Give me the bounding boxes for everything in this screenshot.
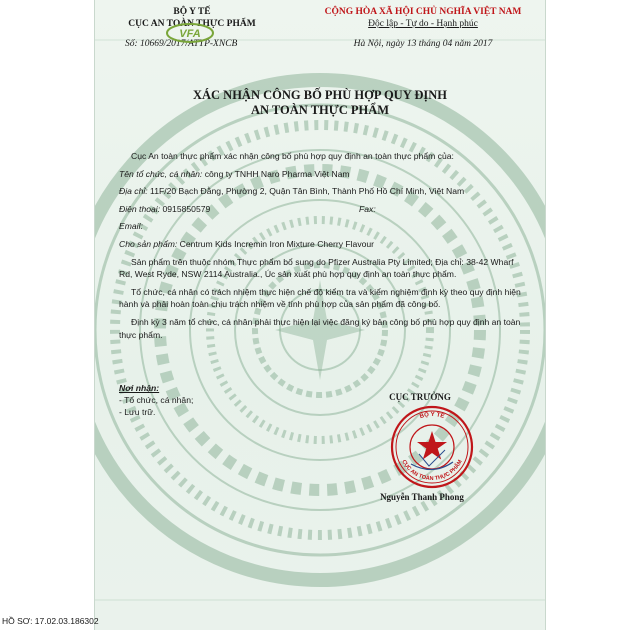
phone-value: 0915850579 — [162, 203, 211, 214]
product-row — [119, 238, 521, 251]
official-seal — [389, 404, 475, 490]
signer-position: CỤC TRƯỞNG — [389, 392, 451, 402]
organization-row — [119, 168, 521, 181]
renewal-paragraph: Định kỳ 3 năm tổ chức, cá nhân phải thực hiện lại việc đăng ký bản công bố phù hợp quy định an toàn thực phẩm. — [119, 316, 521, 340]
organization-value: công ty TNHH Naro Pharma Việt Nam — [204, 168, 350, 179]
signer-name: Nguyễn Thanh Phong — [380, 492, 464, 502]
seal-star-icon — [417, 431, 447, 460]
vfa-logo — [165, 22, 215, 44]
email-label: Email: — [119, 221, 143, 232]
national-motto: Độc lập - Tự do - Hạnh phúc — [368, 19, 478, 29]
organization-label: Tên tổ chức, cá nhân: — [119, 168, 203, 179]
document-title — [95, 88, 545, 118]
phone-label: Điện thoại: — [119, 203, 161, 214]
issue-date: Hà Nội, ngày 13 tháng 04 năm 2017 — [353, 39, 493, 49]
phone-row — [119, 203, 521, 216]
intro-text: Cục An toàn thực phẩm xác nhận công bố phù hợp quy định an toàn thực phẩm của: — [131, 151, 454, 161]
recipient-item: - Lưu trữ. — [119, 407, 156, 417]
product-label: Cho sản phẩm: — [119, 238, 178, 249]
address-label: Địa chỉ: — [119, 186, 148, 197]
recipients-block — [119, 382, 193, 418]
manufacturer-paragraph: Sản phẩm trên thuộc nhóm Thực phẩm bổ sung do Pfizer Australia Pty Limited; Địa chỉ: 38-42 Wharf Rd, West Ryde, NSW 2114 Australia., Úc sản xuất phù hợp quy định an toàn thực phẩm. — [119, 256, 514, 280]
country-name: CỘNG HÒA XÃ HỘI CHỦ NGHĨA VIỆT NAM — [324, 7, 522, 17]
recipients-label: Nơi nhận: — [119, 383, 160, 393]
certificate-sheet — [94, 0, 546, 630]
seal-ring-text: CỤC AN TOÀN THỰC PHẨM — [400, 459, 464, 483]
email-row — [119, 220, 521, 233]
responsibility-paragraph: Tổ chức, cá nhân có trách nhiệm thực hiện chế độ kiểm tra và kiểm nghiệm định kỳ theo quy định hiện hành và phải hoàn toàn chịu trách nhiệm về tính phù hợp của sản phẩm đã công bố. — [119, 286, 521, 310]
dossier-number: HỒ SƠ: 17.02.03.186302 — [2, 616, 99, 626]
vfa-logo-text: VFA — [179, 28, 201, 40]
address-row — [119, 185, 521, 198]
fax-label: Fax: — [359, 203, 376, 214]
title-line-1: XÁC NHẬN CÔNG BỐ PHÙ HỢP QUY ĐỊNH — [192, 88, 448, 102]
ministry-name: BỘ Y TẾ — [173, 7, 211, 17]
document-number: Số: 10669/2017/ATTP-XNCB — [125, 39, 238, 49]
product-value: Centrum Kids Incremin Iron Mixture Cherry Flavour — [179, 238, 375, 249]
seal-top-text: BỘ Y TẾ — [419, 411, 445, 421]
national-header — [303, 6, 543, 50]
address-value: 11F/20 Bạch Đằng, Phường 2, Quận Tân Bình, Thành Phố Hồ Chí Minh, Việt Nam — [150, 186, 465, 197]
title-line-2: AN TOÀN THỰC PHẨM — [250, 103, 390, 117]
department-name: CỤC AN TOÀN THỰC PHẨM — [128, 19, 256, 29]
certificate-body — [119, 150, 521, 346]
recipient-item: - Tổ chức, cá nhân; — [119, 395, 194, 405]
